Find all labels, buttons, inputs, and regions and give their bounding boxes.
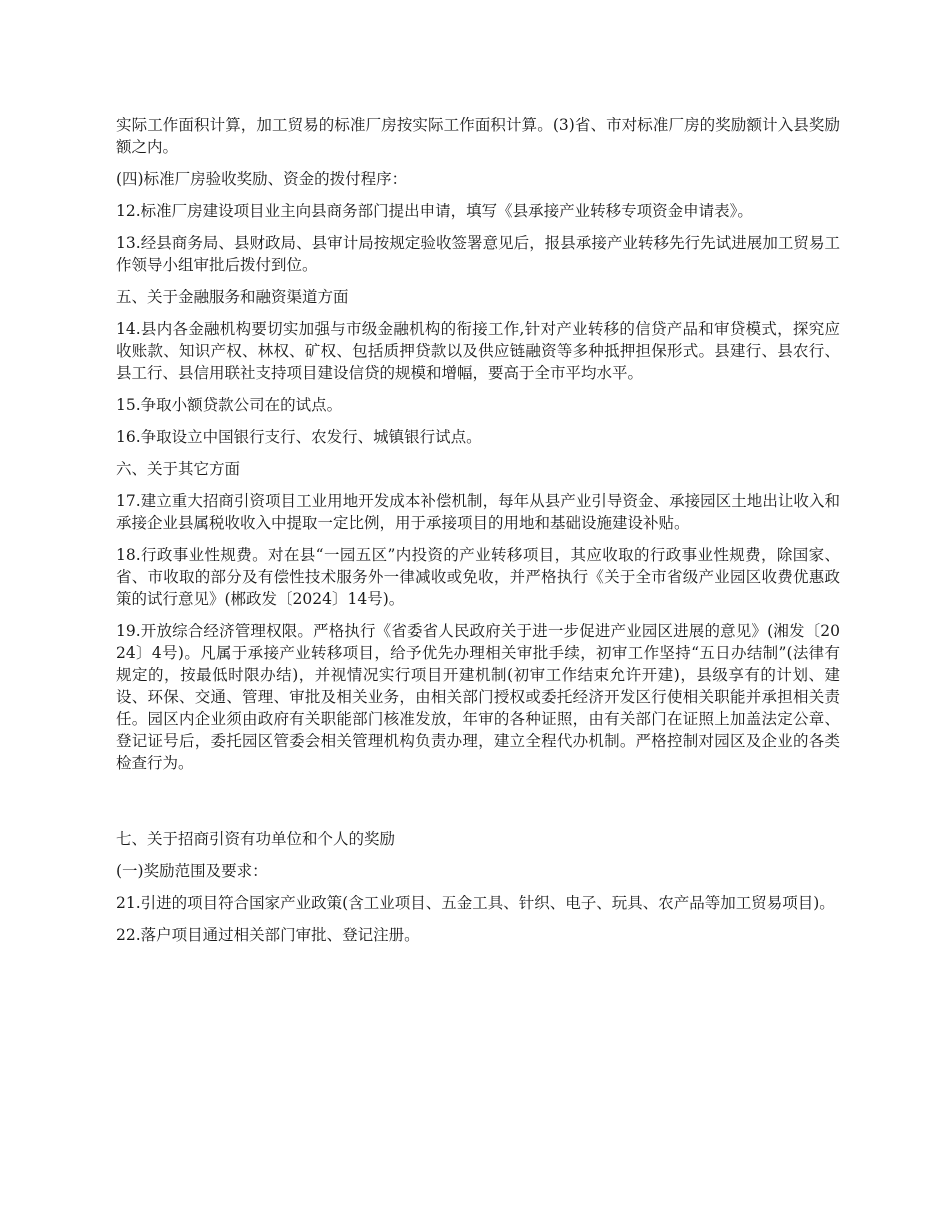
- paragraph-item-14: 14.县内各金融机构要切实加强与市级金融机构的衔接工作,针对产业转移的信贷产品和审贷模式，探究应收账款、知识产权、林权、矿权、包括质押贷款以及供应链融资等多种抵押担保形式。县建行、县农行、县工行、县信用联社支持项目建设信贷的规模和增幅，要高于全市平均水平。: [116, 320, 840, 382]
- paragraph-item-12: 12.标准厂房建设项目业主向县商务部门提出申请，填写《县承接产业转移专项资金申请表》。: [116, 202, 753, 220]
- paragraph-item-15: 15.争取小额贷款公司在的试点。: [116, 396, 343, 414]
- heading-section-5: 五、关于金融服务和融资渠道方面: [116, 288, 349, 306]
- paragraph-item-16: 16.争取设立中国银行支行、农发行、城镇银行试点。: [116, 428, 482, 446]
- paragraph-item-18: 18.行政事业性规费。对在县“一园五区”内投资的产业转移项目，其应收取的行政事业性规费，除国家、省、市收取的部分及有偿性技术服务外一律减收或免收，并严格执行《关于全市省级产业园区收费优惠政策的试行意见》(郴政发〔2024〕14号)。: [116, 546, 840, 608]
- document-body: [116, 114, 840, 956]
- paragraph-item-19: 19.开放综合经济管理权限。严格执行《省委省人民政府关于进一步促进产业园区进展的意见》(湘发〔2024〕4号)。凡属于承接产业转移项目，给予优先办理相关审批手续，初审工作坚持“五日办结制”(法律有规定的，按最低时限办结)，并视情况实行项目开建机制(初审工作结束允许开建)，县级享有的计划、建设、环保、交通、管理、审批及相关业务，由相关部门授权或委托经济开发区行使相关职能并承担相关责任。园区内企业须由政府有关职能部门核准发放，年审的各种证照，由有关部门在证照上加盖法定公章、登记证号后，委托园区管委会相关管理机构负责办理，建立全程代办机制。严格控制对园区及企业的各类检查行为。: [116, 622, 840, 772]
- heading-reward-scope: (一)奖励范围及要求：: [116, 862, 268, 880]
- paragraph-item-17: 17.建立重大招商引资项目工业用地开发成本补偿机制，每年从县产业引导资金、承接园区土地出让收入和承接企业县属税收收入中提取一定比例，用于承接项目的用地和基础设施建设补贴。: [116, 492, 840, 532]
- heading-acceptance-procedure: (四)标准厂房验收奖励、资金的拨付程序：: [116, 170, 408, 188]
- heading-section-6: 六、关于其它方面: [116, 460, 241, 478]
- paragraph-standard-factory-reward: 实际工作面积计算，加工贸易的标准厂房按实际工作面积计算。(3)省、市对标准厂房的奖励额计入县奖励额之内。: [116, 116, 840, 156]
- paragraph-item-13: 13.经县商务局、县财政局、县审计局按规定验收签署意见后，报县承接产业转移先行先试进展加工贸易工作领导小组审批后拨付到位。: [116, 234, 840, 274]
- heading-section-7: 七、关于招商引资有功单位和个人的奖励: [116, 830, 396, 848]
- paragraph-item-22: 22.落户项目通过相关部门审批、登记注册。: [116, 926, 420, 944]
- section-spacer: [116, 784, 840, 828]
- paragraph-item-21: 21.引进的项目符合国家产业政策(含工业项目、五金工具、针织、电子、玩具、农产品等加工贸易项目)。: [116, 894, 835, 912]
